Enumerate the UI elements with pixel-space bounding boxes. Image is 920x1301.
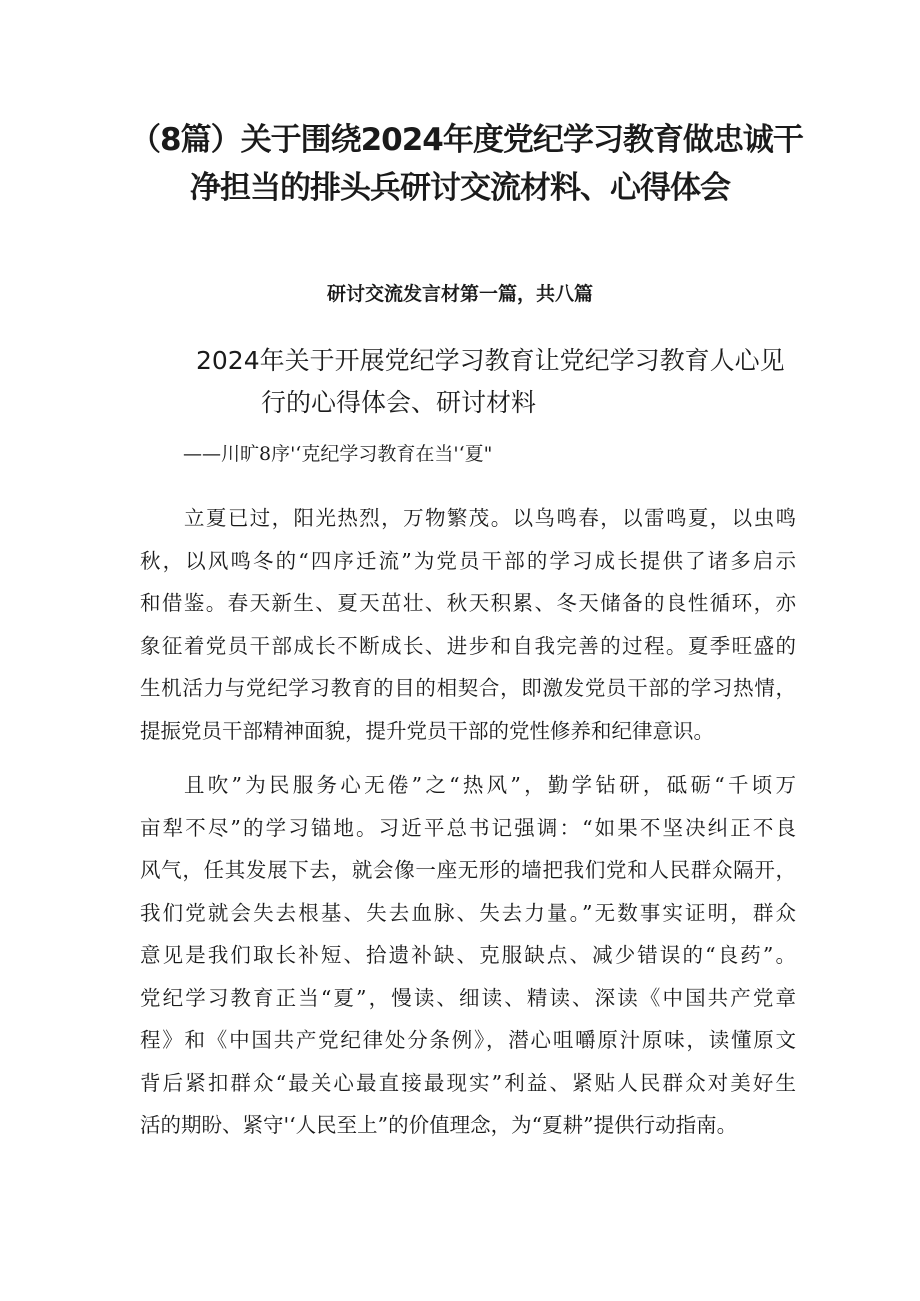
subtitle-line: 2024年关于开展党纪学习教育让党纪学习教育人心见 [196, 346, 785, 375]
body-paragraph-1 [140, 497, 796, 752]
body-paragraph-2 [140, 764, 796, 1147]
document-title [130, 116, 803, 212]
paragraph-line: 立夏已过，阳光热烈，万物繁茂。以鸟鸣春，以雷鸣夏，以虫鸣 [184, 506, 796, 530]
title-line: 净担当的排头兵研讨交流材料、心得体会 [190, 170, 730, 206]
paragraph-line: 亩犁不尽”的学习锚地。习近平总书记强调：“如果不坚决纠正不良 [140, 815, 796, 840]
paragraph-line: 且吹”为民服务心无倦”之“热风”，勤学钻研，砥砺“千顷万 [184, 773, 796, 797]
paragraph-line: 风气，任其发展下去，就会像一座无形的墙把我们党和人民群众隔开， [140, 858, 796, 882]
subtitle-line: 行的心得体会、研讨材料 [261, 388, 537, 417]
paragraph-line: 背后紧扣群众“最关心最直接最现实”利益、紧贴人民群众对美好生 [140, 1070, 796, 1095]
article-subtitle [196, 340, 785, 424]
paragraph-line: 程》和《中国共产党纪律处分条例》，潜心咀嚼原汁原味，读懂原文 [140, 1028, 796, 1052]
paragraph-line: 党纪学习教育正当“夏”，慢读、细读、精读、深读《中国共产党章 [140, 985, 796, 1010]
paragraph-line: 提振党员干部精神面貌，提升党员干部的党性修养和纪律意识。 [140, 718, 714, 743]
byline: ——川旷8序'‘克纪学习教育在当'‘夏" [183, 443, 493, 465]
paragraph-line: 和借鉴。春天新生、夏天茁壮、秋天积累、冬天储备的良性循环，亦 [140, 591, 796, 615]
paragraph-line: 生机活力与党纪学习教育的目的相契合，即激发党员干部的学习热情， [140, 676, 796, 700]
title-line: （8篇）关于围绕2024年度党纪学习教育做忠诚干 [130, 122, 803, 158]
paragraph-line: 意见是我们取长补短、拾遗补缺、克服缺点、减少错误的“良药”。 [140, 943, 796, 967]
paragraph-line: 秋，以风鸣冬的“四序迁流”为党员干部的学习成长提供了诸多启示 [140, 548, 796, 573]
paragraph-line: 活的期盼、紧守'‘人民至上”的价值理念，为“夏耕”提供行动指南。 [140, 1113, 738, 1137]
paragraph-line: 象征着党员干部成长不断成长、进步和自我完善的过程。夏季旺盛的 [140, 633, 796, 658]
series-label: 研讨交流发言材第一篇，共八篇 [326, 283, 593, 305]
paragraph-line: 我们党就会失去根基、失去血脉、失去力量。”无数事实证明，群众 [140, 900, 796, 925]
